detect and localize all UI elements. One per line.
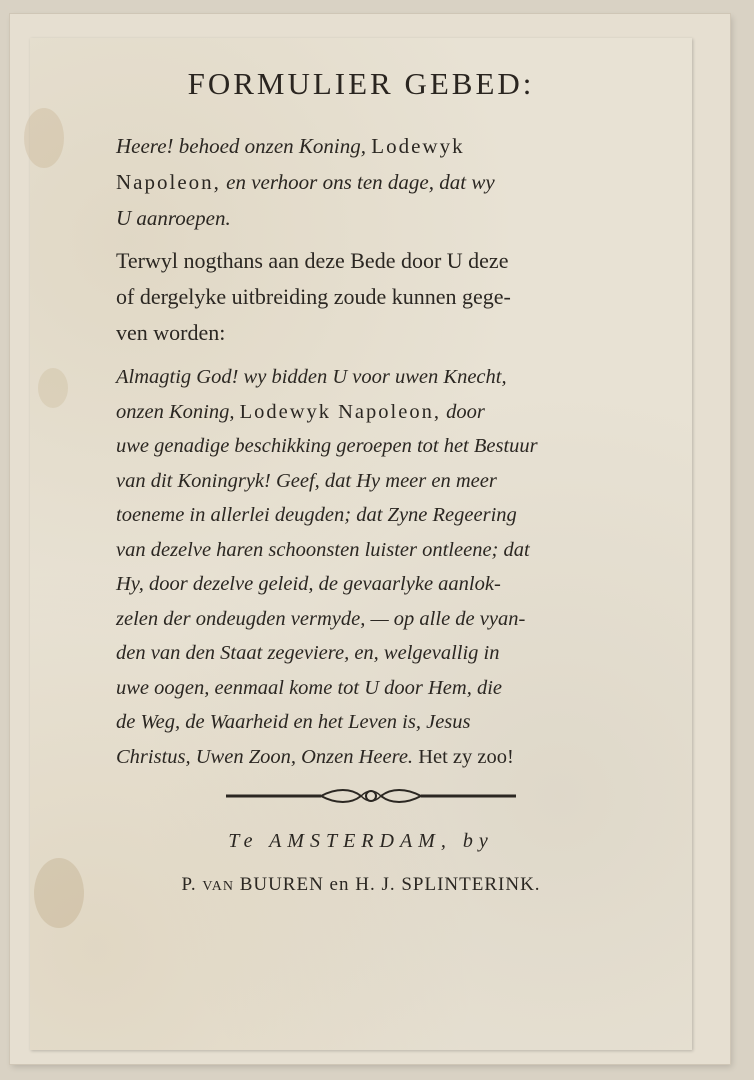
imprint-printer-line: P. VAN BUUREN en H. J. SPLINTERINK. <box>181 874 541 895</box>
text-line: U aanroepen. <box>116 206 231 230</box>
prayer-paragraph-2 <box>116 360 608 774</box>
prayer-paragraph-1 <box>116 128 608 236</box>
text-line: de Weg, de Waarheid en het Leven is, Jesus <box>116 711 471 733</box>
text-line: of dergelyke uitbreiding zoude kunnen gege- <box>116 284 511 309</box>
text-line: zelen der ondeugden vermyde, — op alle de vyan- <box>116 607 526 630</box>
printed-sheet <box>30 38 692 1050</box>
text-line: Napoleon, en verhoor ons ten dage, dat wy <box>116 170 495 194</box>
page-title: FORMULIER GEBED: <box>187 66 535 101</box>
reverse-side-showthrough <box>100 908 620 1028</box>
text-line: van dezelve haren schoonsten luister ontleene; dat <box>116 538 530 561</box>
text-line: van dit Koningryk! Geef, dat Hy meer en meer <box>116 469 497 492</box>
text-line: uwe genadige beschikking geroepen tot het Bestuur <box>116 435 538 457</box>
text-line: den van den Staat zegeviere, en, welgevallig in <box>116 642 500 664</box>
imprint-city-line: Te AMSTERDAM, by <box>228 830 494 852</box>
text-line: ven worden: <box>116 320 226 345</box>
foxing-stain <box>38 368 68 408</box>
text-line: Christus, Uwen Zoon, Onzen Heere. Het zy zoo! <box>116 745 514 768</box>
text-line: toeneme in allerlei deugden; dat Zyne Regeering <box>116 504 517 526</box>
text-line: uwe oogen, eenmaal kome tot U door Hem, die <box>116 676 502 699</box>
ornament-divider <box>226 786 516 806</box>
text-line: Heere! behoed onzen Koning, Lodewyk <box>116 134 465 158</box>
text-line: onzen Koning, Lodewyk Napoleon, door <box>116 400 485 423</box>
text-line: Almagtig God! wy bidden U voor uwen Knecht, <box>116 366 507 388</box>
text-line: Terwyl nogthans aan deze Bede door U deze <box>116 248 509 273</box>
foxing-stain <box>24 108 64 168</box>
text-line: Hy, door dezelve geleid, de gevaarlyke aanlok- <box>116 573 501 595</box>
instruction-paragraph <box>116 243 608 351</box>
